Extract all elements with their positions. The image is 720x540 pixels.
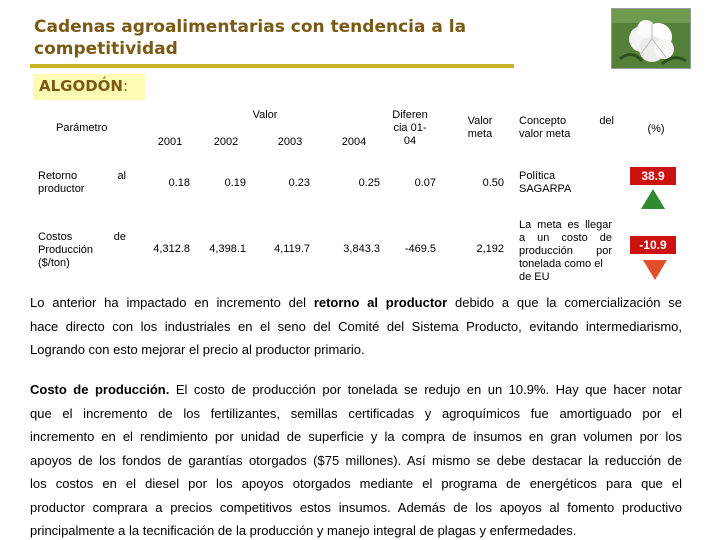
row-costos-2001: 4,312.8 [153,243,190,255]
header-diferencia [386,109,434,148]
row-costos-param-word-1: Costos [38,231,73,243]
row-costos-2004: 3,843.3 [343,243,380,255]
cotton-boll-photo [611,8,691,69]
header-valor-meta-line-1: Valor [467,115,493,127]
row-costos-concepto-line-2: a un costo de [519,232,612,244]
paragraph-costo-line-2: que el incremento de los fertilizantes, semillas certificadas y agroquímicos fue amortiguado por el [30,405,682,421]
header-parametro: Parámetro [56,122,108,134]
row-retorno-2001: 0.18 [168,177,190,189]
row-costos-concepto-line-4: tonelada como el [519,258,603,270]
page-title-line-2: competitividad [34,39,178,59]
header-pct: (%) [647,123,665,135]
page-title-line-1: Cadenas agroalimentarias con tendencia a la [34,17,467,37]
row-costos-pct-badge: -10.9 [630,236,676,254]
row-retorno-2002: 0.19 [224,177,246,189]
row-retorno-param-line-2: productor [38,183,85,195]
row-retorno-param [38,170,126,196]
section-label-text: ALGODÓN [39,77,123,95]
row-costos-param [38,231,126,270]
row-costos-concepto-line-3: producción por [519,245,612,257]
paragraph-retorno-bold: retorno al productor [313,295,448,310]
header-year-2001: 2001 [157,136,183,148]
paragraph-costo-line-5: los costos en el diesel por los apoyos otorgados mediante el programa de energéticos para que el [30,476,682,491]
header-year-2003: 2003 [277,136,303,148]
paragraph-costo-line-3: incremento en el rendimiento por unidad de superficie y la compra de insumos en gran volumen por los [30,429,682,444]
header-diferencia-line-2: cia 01- [393,122,427,134]
paragraph-costo-line-6: productor comprara a precios competitivos estos insumos. Además de los apoyos al fomento productivo [30,499,682,515]
header-concepto [519,115,614,141]
row-costos-2002: 4,398.1 [209,243,246,255]
row-costos-concepto [519,219,612,284]
header-diferencia-line-3: 04 [403,135,417,147]
paragraph-retorno-text-c: debido a que la comercialización se [447,295,682,310]
row-costos-meta: 2,192 [476,243,504,255]
row-costos-diferencia: -469.5 [404,243,436,255]
row-retorno-concepto [519,170,614,196]
paragraph-costo-bold: Costo de producción. [30,382,170,397]
row-retorno-meta: 0.50 [482,177,504,189]
row-costos-concepto-line-1: La meta es llegar [519,219,612,231]
paragraph-costo-text-b: El costo de producción por tonelada se redujo en un 10.9%. Hay que hacer notar [169,382,682,397]
trend-up-icon [641,189,665,209]
paragraph-retorno-line-3: Logrando con esto mejorar el precio al productor primario. [30,342,365,357]
row-costos-concepto-line-5: de EU [519,271,550,283]
paragraph-retorno-line-2: hace directo con los industriales en el seno del Comité del Sistema Producto, evitando intermediarismo, [30,318,682,334]
row-retorno-concepto-line-2: SAGARPA [519,183,572,195]
header-year-2002: 2002 [213,136,239,148]
row-costos-2003: 4,119.7 [274,243,310,255]
row-retorno-param-word-1: Retorno [38,170,78,182]
row-retorno-pct-badge: 38.9 [630,167,676,185]
paragraph-costo-line-7: principalmente a la tecnificación de la producción y manejo integral de plagas y enfermedades. [30,523,577,538]
paragraph-retorno [30,291,682,362]
row-retorno-2004: 0.25 [358,177,380,189]
header-valor-meta [456,115,504,141]
row-retorno-param-word-2: al [117,170,126,182]
page-title [34,16,554,60]
header-valor: Valor [252,109,278,121]
row-retorno-concepto-line-1: Política [519,170,556,182]
row-retorno-2003: 0.23 [288,177,310,189]
section-label-colon: : [123,77,129,95]
paragraph-costo [30,378,682,540]
section-label-algodon [33,74,145,100]
header-concepto-word-2: del [599,115,614,127]
header-valor-meta-line-2: meta [467,128,493,140]
title-underline-bar [30,64,514,68]
paragraph-costo-line-1 [30,378,682,402]
row-retorno-diferencia: 0.07 [414,177,436,189]
row-costos-param-word-2: de [113,231,126,243]
header-concepto-word-1: Concepto [519,115,567,127]
paragraph-retorno-line-1 [30,291,682,315]
header-concepto-line-2: valor meta [519,128,571,140]
header-year-2004: 2004 [341,136,367,148]
row-costos-param-line-3: ($/ton) [38,257,70,269]
header-diferencia-line-1: Diferen [392,109,428,121]
paragraph-retorno-text-a: Lo anterior ha impactado en incremento del [30,295,314,310]
trend-down-icon [643,260,667,280]
paragraph-costo-line-4: apoyos de los fondos de garantías otorgados ($75 millones). Así mismo se debe destacar la reducción de [30,452,682,468]
row-costos-param-line-2: Producción [38,244,94,256]
